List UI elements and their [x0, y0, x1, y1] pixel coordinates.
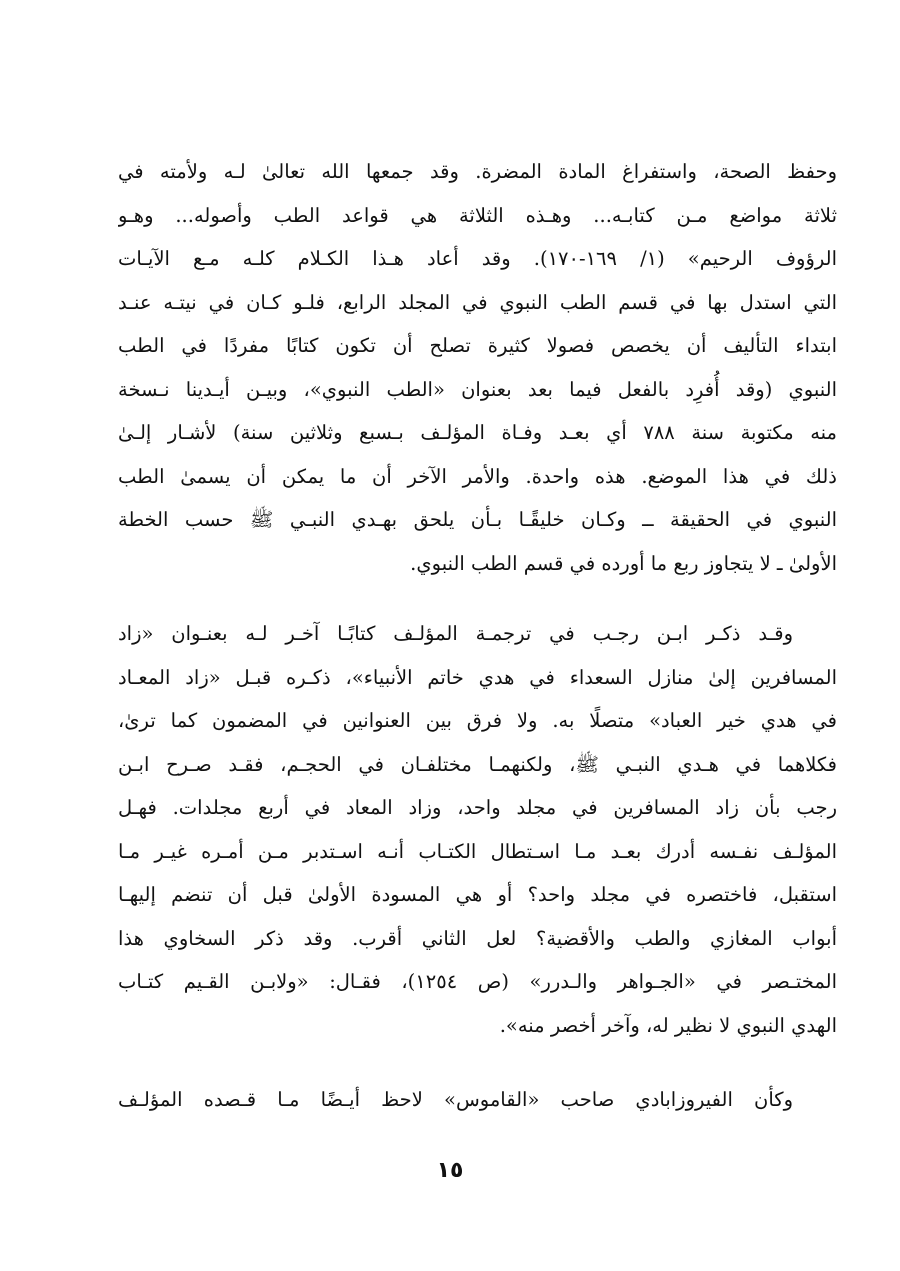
text-line: الرؤوف الرحيم» (١/ ١٦٩-١٧٠). وقد أعاد هـذا الكـلام كلـه مـع الآيـات: [118, 247, 837, 270]
text-line: أبواب المغازي والطب والأقضية؟ لعل الثاني أقرب. وقد ذكر السخاوي هذا: [118, 926, 837, 950]
text-line: منه مكتوبة سنة ٧٨٨ أي بعـد وفـاة المؤلـف بـسبع وثلاثين سنة) لأشـار إلـىٰ: [118, 421, 837, 444]
text-line: المختـصر في «الجـواهر والـدرر» (ص ١٢٥٤)، فقـال: «ولابـن القـيم كتـاب: [118, 970, 837, 993]
text-line: فكلاهما في هـدي النبـي ﷺ، ولكنهمـا مختلفـان في الحجـم، فقـد صـرح ابـن: [118, 752, 837, 776]
text-line: النبوي (وقد أُفرِد بالفعل فيما بعد بعنوان «الطب النبوي»، وبيـن أيـدينا نـسخة: [118, 377, 837, 401]
text-line: المؤلـف نفـسه أدرك بعـد مـا اسـتطال الكتـاب أنـه اسـتدبر مـن أمـره غيـر مـا: [118, 839, 837, 863]
page-number: ١٥: [436, 1158, 464, 1183]
text-line: استقبل، فاختصره في مجلد واحد؟ أو هي المسودة الأولىٰ قبل أن تنضم إليهـا: [118, 883, 837, 906]
text-line: المسافرين إلىٰ منازل السعداء في هدي خاتم الأنبياء»، ذكـره قبـل «زاد المعـاد: [118, 665, 837, 689]
text-line: التي استدل بها في قسم الطب النبوي في المجلد الرابع، فلـو كـان في نيتـه عنـد: [118, 290, 837, 314]
paragraph-2: [118, 612, 837, 1047]
paragraph-1: [118, 150, 837, 585]
text-line: وحفظ الصحة، واستفراغ المادة المضرة. وقد جمعها الله تعالىٰ لـه ولأمته في: [118, 160, 837, 183]
text-line: الأولىٰ ـ لا يتجاوز ربع ما أورده في قسم الطب النبوي.: [410, 551, 837, 575]
text-line: وقـد ذكـر ابـن رجـب في ترجمـة المؤلـف كتابًـا آخـر لـه بعنـوان «زاد: [118, 622, 793, 645]
text-line: وكأن الفيروزابادي صاحب «القاموس» لاحظ أيـضًا مـا قـصده المؤلـف: [118, 1088, 793, 1111]
text-line: رجب بأن زاد المسافرين في مجلد واحد، وزاد المعاد في أربع مجلدات. فهـل: [118, 796, 837, 819]
text-line: الهدي النبوي لا نظير له، وآخر أخصر منه».: [499, 1013, 837, 1037]
text-line: في هدي خير العباد» متصلًا به. ولا فرق بين العنوانين في المضمون كما ترىٰ،: [118, 709, 837, 732]
text-line: ذلك في هذا الموضع. هذه واحدة. والأمر الآخر أن ما يمكن أن يسمىٰ الطب: [118, 464, 837, 488]
text-line: ابتداء التأليف أن يخصص فصولا كثيرة تصلح أن تكون كتابًا مفردًا في الطب: [118, 334, 837, 357]
text-line: ثلاثة مواضع مـن كتابـه... وهـذه الثلاثة هي قواعد الطب وأصوله... وهـو: [118, 203, 837, 227]
paragraph-3: [118, 1078, 837, 1122]
text-line: النبوي في الحقيقة ــ وكـان خليقًـا بـأن يلحق بهـدي النبـي ﷺ حسب الخطة: [118, 508, 837, 531]
